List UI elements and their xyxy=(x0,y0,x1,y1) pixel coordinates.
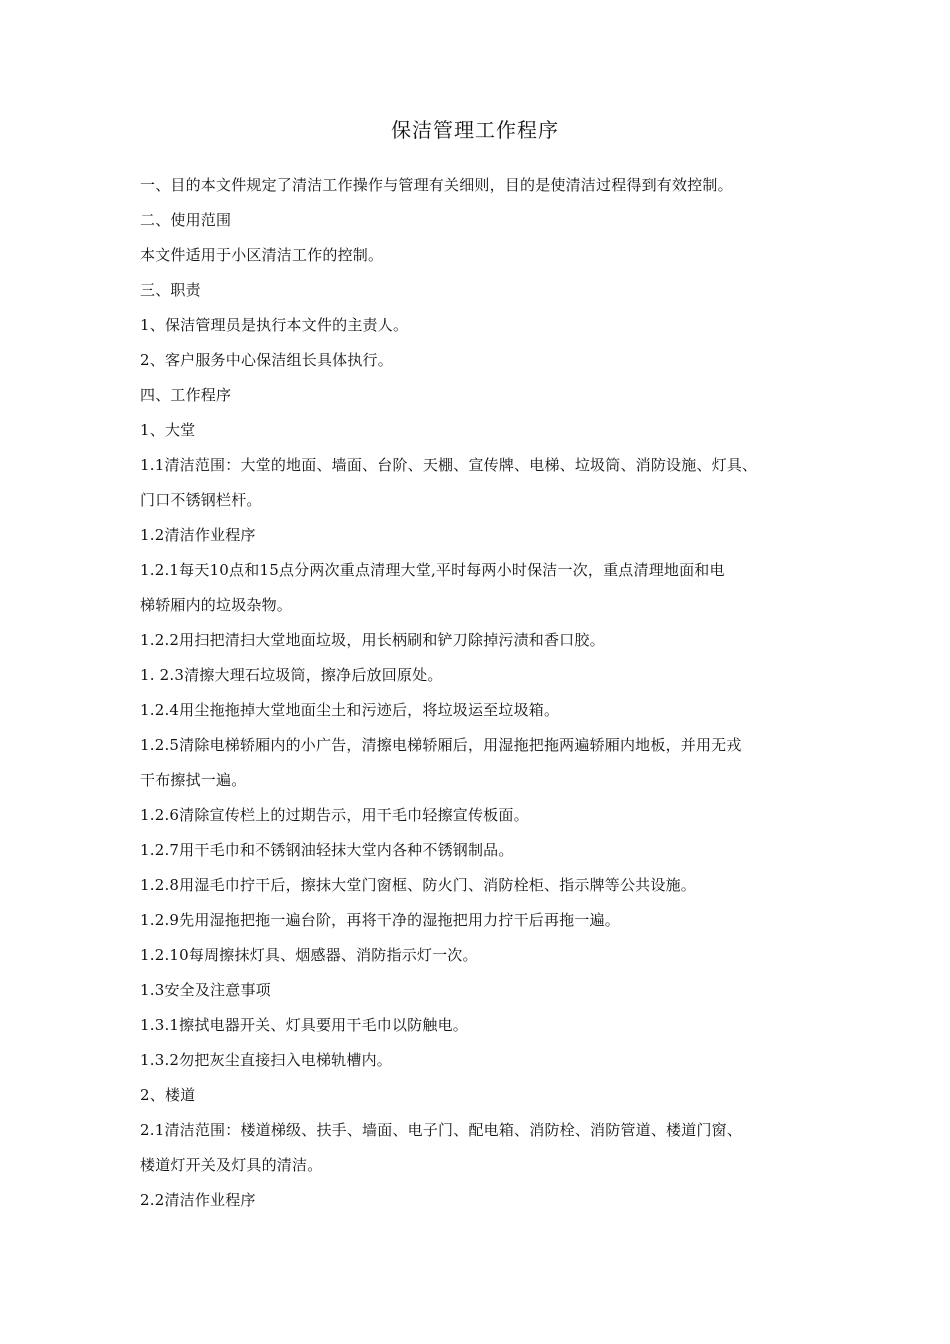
document-line: 1.3安全及注意事项 xyxy=(140,981,271,999)
document-title: 保洁管理工作程序 xyxy=(391,118,559,142)
document-line: 1.2.9先用湿拖把拖一遍台阶，再将干净的湿拖把用力拧干后再拖一遍。 xyxy=(140,911,620,929)
document-line: 1.3.2勿把灰尘直接扫入电梯轨槽内。 xyxy=(140,1051,392,1069)
document-line: 楼道灯开关及灯具的清洁。 xyxy=(140,1156,323,1174)
document-line: 1.1清洁范围：大堂的地面、墙面、台阶、天棚、宣传牌、电梯、垃圾筒、消防设施、灯具、 xyxy=(140,456,758,474)
document-line: 一、目的本文件规定了清洁工作操作与管理有关细则，目的是使清洁过程得到有效控制。 xyxy=(140,176,733,194)
document-line: 2.1清洁范围：楼道梯级、扶手、墙面、电子门、配电箱、消防栓、消防管道、楼道门窗、 xyxy=(140,1121,743,1139)
document-line: 1.3.1擦拭电器开关、灯具要用干毛巾以防触电。 xyxy=(140,1016,468,1034)
document-line: 1.2.7用干毛巾和不锈钢油轻抹大堂内各种不锈钢制品。 xyxy=(140,841,514,859)
document-line: 1.2.5清除电梯轿厢内的小广告，清擦电梯轿厢后，用湿拖把拖两遍轿厢内地板，并用无戎 xyxy=(140,736,742,754)
document-line: 1.2.4用尘拖拖掉大堂地面尘土和污迹后，将垃圾运至垃圾箱。 xyxy=(140,701,560,719)
document-line: 1、大堂 xyxy=(140,421,196,439)
document-line: 2、楼道 xyxy=(140,1086,196,1104)
document-line: 梯轿厢内的垃圾杂物。 xyxy=(140,596,293,614)
document-line: 1.2.10每周擦抹灯具、烟感器、消防指示灯一次。 xyxy=(140,946,478,964)
document-line: 四、工作程序 xyxy=(140,386,232,404)
document-line: 1.2清洁作业程序 xyxy=(140,526,256,544)
document-line: 2.2清洁作业程序 xyxy=(140,1191,256,1209)
document-line: 1.2.6清除宣传栏上的过期告示，用干毛巾轻擦宣传板面。 xyxy=(140,806,529,824)
document-line: 1、保洁管理员是执行本文件的主责人。 xyxy=(140,316,409,334)
document-line: 1.2.2用扫把清扫大堂地面垃圾，用长柄刷和铲刀除掉污渍和香口胶。 xyxy=(140,631,605,649)
document-line: 本文件适用于小区清洁工作的控制。 xyxy=(140,246,384,264)
document-line: 门口不锈钢栏杆。 xyxy=(140,491,262,509)
document-body xyxy=(140,168,840,1218)
document-line: 1.2.8用湿毛巾拧干后，擦抹大堂门窗框、防火门、消防栓柜、指示牌等公共设施。 xyxy=(140,876,696,894)
document-line: 三、职责 xyxy=(140,281,201,299)
document-line: 1. 2.3清擦大理石垃圾筒，擦净后放回原处。 xyxy=(140,666,443,684)
document-line: 1.2.1每天10点和15点分两次重点清理大堂,平时每两小时保洁一次，重点清理地面和电 xyxy=(140,561,725,579)
document-line: 2、客户服务中心保洁组长具体执行。 xyxy=(140,351,393,369)
document-line: 二、使用范围 xyxy=(140,211,232,229)
document-line: 干布擦拭一遍。 xyxy=(140,771,247,789)
